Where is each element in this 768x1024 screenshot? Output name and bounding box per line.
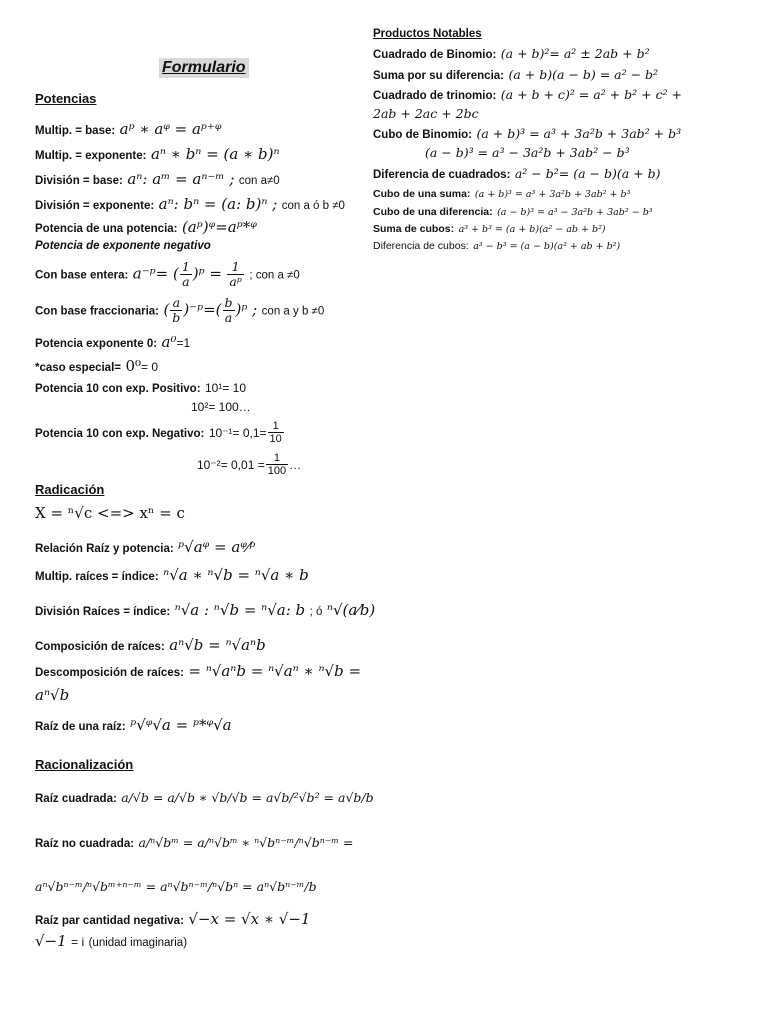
formula-row <box>35 333 190 352</box>
formula: a/√b = a/√b ∗ √b/√b = a√b/²√b² = a√b/b <box>121 790 374 805</box>
formula-part: a⁻ᵖ= ( <box>132 264 179 283</box>
formula-label: Raíz cuadrada: <box>35 793 117 805</box>
formula-row <box>373 219 606 237</box>
formula-part: 10⁻² <box>197 457 221 472</box>
formula-note: con a ó b ≠0 <box>281 200 345 212</box>
fraction-numerator: b <box>224 295 233 310</box>
formula-row <box>35 120 221 139</box>
formula-row <box>35 218 257 237</box>
formula-note: ; ó <box>309 606 323 618</box>
formula: = ⁿ√aⁿb = ⁿ√aⁿ ∗ ⁿ√b = <box>188 662 362 680</box>
formula-label: Raíz par cantidad negativa: <box>35 915 184 927</box>
formula-row <box>35 145 280 164</box>
formula-part: )ᵖ = <box>192 264 222 283</box>
formula: (a + b)³ = a³ + 3a²b + 3ab² + b³ <box>474 189 631 200</box>
formula-row-base-entera <box>35 260 300 289</box>
formula-row <box>35 662 361 681</box>
fraction-denominator: b <box>172 309 181 325</box>
formula: ᵖ√aᵠ = aᵠ⁄ᵖ <box>178 538 256 556</box>
formula-continuation: 2ab + 2ac + 2bc <box>373 106 479 121</box>
formula: (a − b)³ = a³ − 3a²b + 3ab² − b³ <box>497 207 653 218</box>
formula-label: Raíz de una raíz: <box>35 721 126 733</box>
fraction-denominator: 10 <box>269 433 282 446</box>
formula-part: )ᵖ ; <box>235 300 258 319</box>
formula-label: Cubo de una suma: <box>373 188 471 200</box>
formula-row <box>373 86 682 104</box>
formula-continuation: 10²= 100… <box>191 400 251 414</box>
fraction-numerator: a <box>170 296 182 311</box>
formula-row <box>373 66 658 84</box>
formula-row <box>35 834 354 852</box>
formula: √−x = √x ∗ √−1 <box>188 910 311 928</box>
fraction <box>180 260 192 289</box>
formula: aᵖ ∗ aᵠ = aᵖ⁺ᵠ <box>119 120 222 138</box>
negativo-heading: Potencia de exponente negativo <box>35 240 211 252</box>
formula-row <box>35 538 255 557</box>
formula-row <box>35 195 345 214</box>
fraction <box>170 296 182 325</box>
formula-label: Cubo de una diferencia: <box>373 206 493 218</box>
formula-continuation <box>197 452 301 477</box>
section-racionalizacion-heading: Racionalización <box>35 757 134 772</box>
formula-label: Diferencia de cubos: <box>373 240 469 252</box>
formula-part: 10⁻¹ <box>208 425 233 440</box>
formula-label: Diferencia de cuadrados: <box>373 169 511 181</box>
formula-row <box>35 716 232 735</box>
section-radicacion-heading: Radicación <box>35 482 105 497</box>
formula: ⁿ√a : ⁿ√b = ⁿ√a: b <box>174 601 306 619</box>
formula: (a + b)³ = a³ + 3a²b + 3ab² + b³ <box>476 126 682 141</box>
formula: aⁿ: bⁿ = (a: b)ⁿ ; <box>158 195 278 213</box>
formula-label: Con base entera: <box>35 269 129 282</box>
formula-row <box>35 379 246 397</box>
formula-label: Cuadrado de Binomio: <box>373 49 497 61</box>
formula-note: con a≠0 <box>238 175 280 187</box>
formula-label: División = exponente: <box>35 200 155 212</box>
formula-continuation: aⁿ√b <box>35 686 70 704</box>
formula-result: = i <box>71 935 85 949</box>
formula-row <box>35 357 158 376</box>
formula-label: División Raíces = índice: <box>35 606 171 618</box>
fraction-denominator: a <box>182 273 190 289</box>
formula-label: *caso especial= <box>35 362 121 374</box>
formula-row <box>35 566 309 585</box>
section-potencias-heading: Potencias <box>35 91 97 106</box>
formula-row <box>373 165 660 183</box>
formula-row <box>373 125 681 143</box>
formula: aⁿ: aᵐ = aⁿ⁻ᵐ ; <box>127 170 235 188</box>
formula: (a + b + c)² = a² + b² + c² + <box>500 87 683 102</box>
fraction-numerator: 1 <box>227 260 243 275</box>
fraction-numerator: 1 <box>266 452 288 465</box>
formula: 0⁰ <box>125 357 142 375</box>
formula-row <box>373 202 653 220</box>
formula-row <box>35 910 310 929</box>
formula: (a + b)²= a² ± 2ab + b² <box>500 46 650 61</box>
formula-part: = 0,1= <box>232 425 267 440</box>
formula-row-base-fraccionaria: Con base fraccionaria: ( $\frac{a}{b}$ )⁻ᵖ=( $\frac{b}{a}$ )ᵖ ; con a y b ≠0 <box>35 295 325 325</box>
fraction-denominator: aᵖ <box>229 273 242 289</box>
formula: a² − b²= (a − b)(a + b) <box>514 166 661 181</box>
formula-label: Suma por su diferencia: <box>373 70 505 82</box>
formula-row <box>373 184 630 202</box>
formula-result: =1 <box>176 336 191 350</box>
formula: (a + b)(a − b) = a² − b² <box>508 67 659 82</box>
formula-row <box>35 601 375 620</box>
fraction <box>223 296 235 325</box>
page-title: Formulario <box>159 58 249 78</box>
formula-row <box>35 170 280 189</box>
formula: √−1 <box>35 932 67 950</box>
formula-row <box>373 236 620 254</box>
formula-label: Multip. raíces = índice: <box>35 571 159 583</box>
formula-label: Descomposición de raíces: <box>35 667 184 679</box>
formula: a³ + b³ = (a + b)(a² − ab + b²) <box>458 224 606 235</box>
formula-part: = 0,01 = <box>220 457 265 472</box>
formula-part: )⁻ᵖ=( <box>183 300 222 319</box>
formula-row <box>35 636 266 655</box>
formula: ᵖ√ᵠ√a = ᵖ*ᵠ√a <box>130 716 232 734</box>
formula-label: Potencia 10 con exp. Negativo: <box>35 427 205 440</box>
formula-label: Potencia 10 con exp. Positivo: <box>35 383 201 395</box>
fraction-numerator: 1 <box>268 420 284 433</box>
formula-label: Multip. = exponente: <box>35 150 147 162</box>
formula-row <box>35 932 187 951</box>
formula: ⁿ√a ∗ ⁿ√b = ⁿ√a ∗ b <box>163 566 309 584</box>
formula-label: Potencia de una potencia: <box>35 223 178 235</box>
fraction-denominator: 100 <box>267 465 287 478</box>
formula-label: Composición de raíces: <box>35 641 165 653</box>
formula: (aᵖ)ᵠ=aᵖ*ᵠ <box>181 218 257 236</box>
formula-note: ; con a ≠0 <box>249 269 300 282</box>
fraction <box>268 420 284 445</box>
formula-label: Cuadrado de trinomio: <box>373 90 497 102</box>
formula-label: Cubo de Binomio: <box>373 129 473 141</box>
formula: a³ − b³ = (a − b)(a² + ab + b²) <box>473 241 621 252</box>
formula: a⁰ <box>161 333 177 351</box>
formula-label: Con base fraccionaria: <box>35 305 159 318</box>
formula-result: = 0 <box>141 360 159 374</box>
formula-row <box>35 420 285 445</box>
formula-row <box>35 789 374 807</box>
formula-continuation: aⁿ√bⁿ⁻ᵐ/ⁿ√bᵐ⁺ⁿ⁻ᵐ = aⁿ√bⁿ⁻ᵐ/ⁿ√bⁿ = aⁿ√bⁿ⁻ᵐ/b <box>35 879 317 894</box>
formula: a/ⁿ√bᵐ = a/ⁿ√bᵐ ∗ ⁿ√bⁿ⁻ᵐ/ⁿ√bⁿ⁻ᵐ = <box>138 835 354 850</box>
formula-continuation: (a − b)³ = a³ − 3a²b + 3ab² − b³ <box>425 145 630 160</box>
formula: 10¹= 10 <box>204 381 247 395</box>
formula-label: Multip. = base: <box>35 125 116 137</box>
fraction <box>266 452 288 477</box>
formula-label: Potencia exponente 0: <box>35 338 158 350</box>
radicacion-definition: X = ⁿ√c <=> xⁿ = c <box>35 504 185 522</box>
formula-note: con a y b ≠0 <box>261 305 325 318</box>
formula-note: (unidad imaginaria) <box>88 937 188 949</box>
fraction-denominator: a <box>224 309 233 325</box>
formula-label: División = base: <box>35 175 123 187</box>
formula-alt: ⁿ√(a⁄b) <box>326 601 376 619</box>
formula-part: … <box>289 457 302 472</box>
formula: aⁿ ∗ bⁿ = (a ∗ b)ⁿ <box>150 145 280 163</box>
formula-label: Relación Raíz y potencia: <box>35 543 174 555</box>
formula-label: Suma de cubos: <box>373 223 455 235</box>
fraction-numerator: 1 <box>181 259 190 274</box>
formula: aⁿ√b = ⁿ√aⁿb <box>169 636 266 654</box>
section-productos-heading: Productos Notables <box>373 28 482 40</box>
fraction <box>227 260 243 289</box>
formula-row <box>373 45 650 63</box>
formula-label: Raíz no cuadrada: <box>35 838 135 850</box>
